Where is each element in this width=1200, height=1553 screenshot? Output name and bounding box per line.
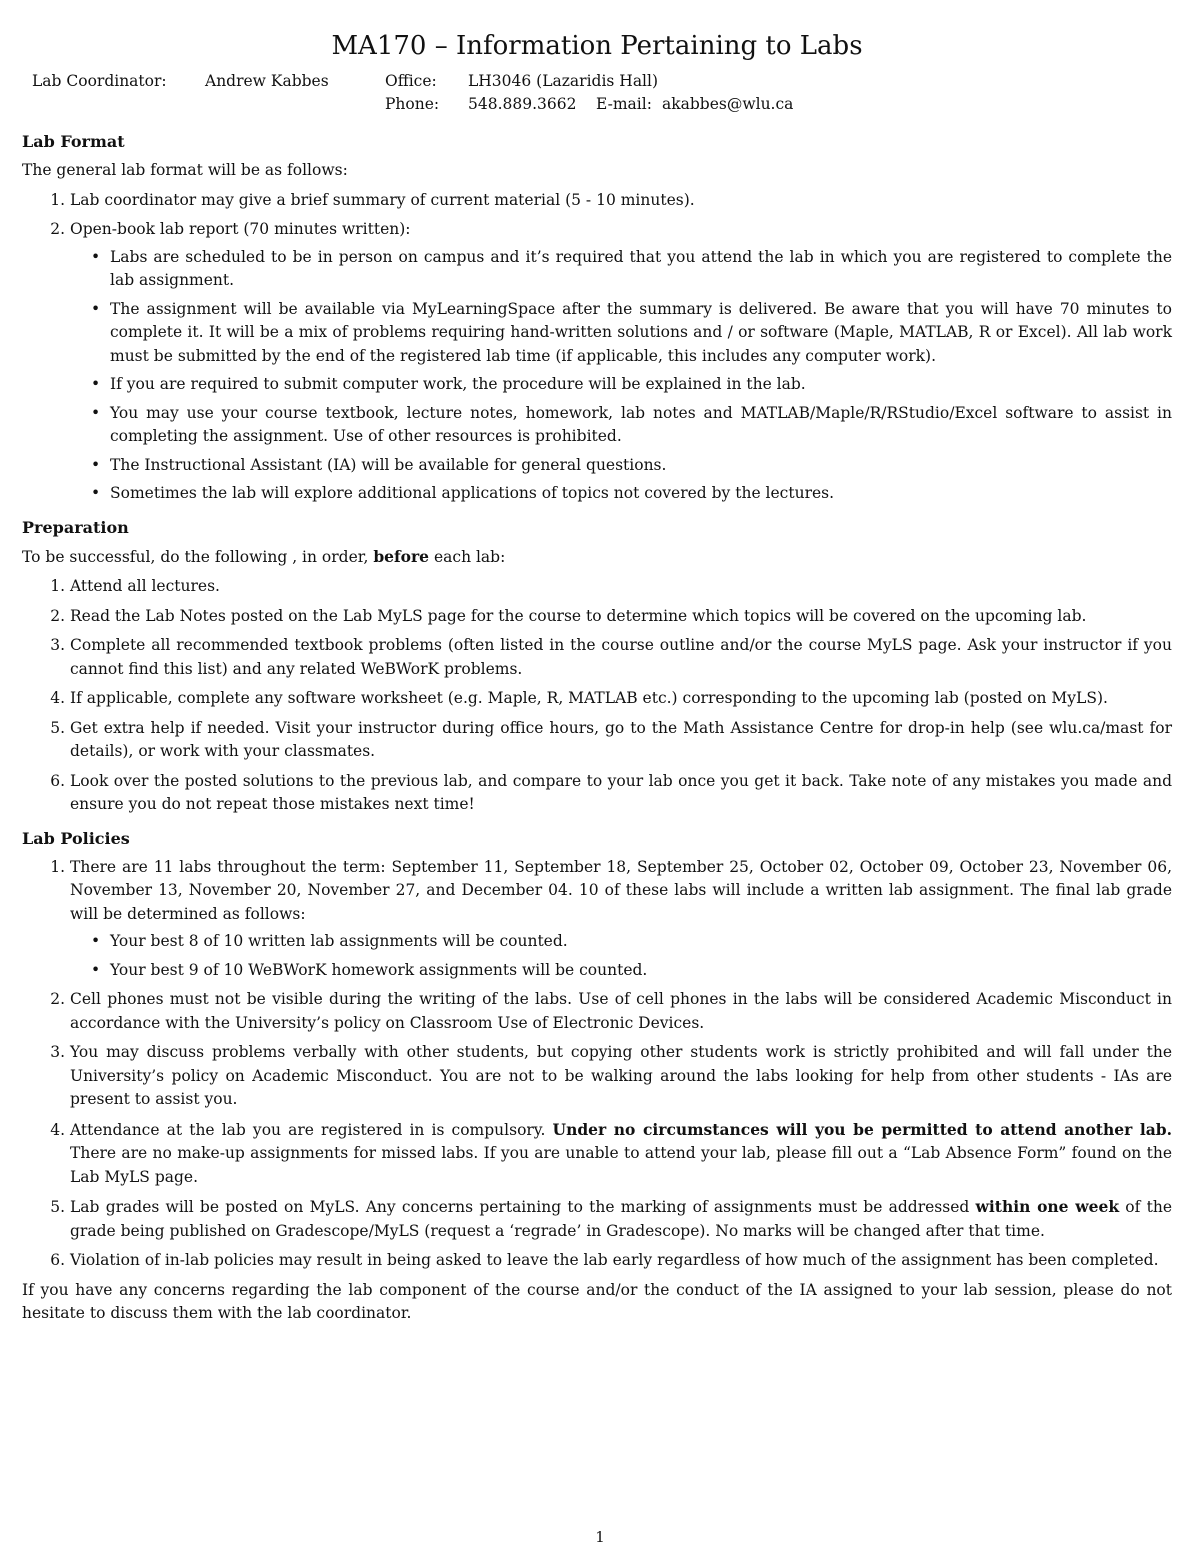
policies-heading: Lab Policies bbox=[22, 828, 130, 848]
office-label: Office: bbox=[385, 72, 437, 90]
contact-info bbox=[22, 70, 1172, 120]
coordinator-label: Lab Coordinator: bbox=[32, 72, 167, 90]
list-item: 3. You may discuss problems verbally with other students, but copying other students work is strictly prohibited and will fall under the University’s policy on Academic Misconduct. You are not to be walking around the labs looking for help from other students - IAs are present to assist you. bbox=[70, 1041, 1172, 1112]
list-item-text: of the grade being published on Gradescope/MyLS (request a ‘regrade’ in Gradescope). No marks will be changed after that time. bbox=[70, 1198, 1172, 1240]
list-item: 1. Attend all lectures. bbox=[70, 575, 1172, 599]
phone-label: Phone: bbox=[385, 95, 440, 113]
email-value[interactable]: akabbes@wlu.ca bbox=[662, 95, 794, 113]
intro-emphasis: before bbox=[373, 546, 430, 566]
preparation-heading: Preparation bbox=[22, 517, 129, 537]
lab-format-heading: Lab Format bbox=[22, 132, 125, 151]
bullet-item: • You may use your course textbook, lecture notes, homework, lab notes and MATLAB/Maple/R/RStudio/Excel software to assist in completing the assignment. Use of other resources is prohibited. bbox=[110, 402, 1172, 449]
bullet-item: • Labs are scheduled to be in person on campus and it’s required that you attend the lab in which you are registered to complete the lab assignment. bbox=[110, 246, 1172, 293]
bullet-item: • The Instructional Assistant (IA) will be available for general questions. bbox=[110, 454, 1172, 478]
lab-format-list bbox=[22, 189, 1172, 506]
list-item-text: There are no make-up assignments for missed labs. If you are unable to attend your lab, please fill out a “Lab Absence Form” found on the Lab MyLS page. bbox=[70, 1144, 1172, 1186]
bullet-item: • Sometimes the lab will explore additional applications of topics not covered by the lectures. bbox=[110, 482, 1172, 506]
page-number: 1 bbox=[595, 1528, 605, 1546]
phone-value: 548.889.3662 bbox=[468, 95, 577, 113]
bullet-item: • If you are required to submit computer work, the procedure will be explained in the lab. bbox=[110, 373, 1172, 397]
list-item bbox=[70, 1195, 1172, 1243]
document-page bbox=[22, 28, 1172, 1332]
list-item: 2. Cell phones must not be visible during the writing of the labs. Use of cell phones in the labs will be considered Academic Misconduct in accordance with the University’s policy on Classroom Use of Electronic Devices. bbox=[70, 988, 1172, 1035]
list-item-text: Open-book lab report (70 minutes written): bbox=[70, 220, 411, 238]
bullet-item: • The assignment will be available via MyLearningSpace after the summary is delivered. Be aware that you will have 70 minutes to complete it. It will be a mix of problems requiring hand-written solutions and / or software (Maple, MATLAB, R or Excel). All lab work must be submitted by the end of the registered lab time (if applicable, this includes any computer work). bbox=[110, 298, 1172, 369]
policies-list bbox=[22, 856, 1172, 1273]
list-item bbox=[70, 1118, 1172, 1190]
list-item bbox=[70, 189, 1172, 213]
list-item-text: Attendance at the lab you are registered in is compulsory. bbox=[70, 1120, 553, 1139]
list-item bbox=[70, 218, 1172, 506]
list-item: 2. Read the Lab Notes posted on the Lab MyLS page for the course to determine which topics will be covered on the upcoming lab. bbox=[70, 605, 1172, 629]
list-item-text: There are 11 labs throughout the term: September 11, September 18, September 25, October 02, October 09, October 23, November 06, November 13, November 20, November 27, and December 04. 10 of these labs will include a written lab assignment. The final lab grade will be determined as follows: bbox=[70, 857, 1172, 923]
preparation-intro bbox=[22, 545, 1172, 570]
grading-bullets bbox=[70, 930, 1172, 982]
list-item: 3. Complete all recommended textbook problems (often listed in the course outline and/or the course MyLS page. Ask your instructor if you cannot find this list) and any related WeBWorK problems. bbox=[70, 634, 1172, 681]
lab-format-intro: The general lab format will be as follows: bbox=[22, 161, 348, 179]
email-label: E-mail: bbox=[596, 95, 652, 113]
list-item: 6. Look over the posted solutions to the previous lab, and compare to your lab once you get it back. Take note of any mistakes you made and ensure you do not repeat those mistakes next time! bbox=[70, 770, 1172, 817]
list-item-text: Lab grades will be posted on MyLS. Any concerns pertaining to the marking of assignments must be addressed bbox=[70, 1198, 976, 1216]
preparation-list bbox=[22, 575, 1172, 817]
bullet-item: • Your best 9 of 10 WeBWorK homework assignments will be counted. bbox=[110, 959, 1172, 983]
page-title: MA170 – Information Pertaining to Labs bbox=[331, 31, 863, 61]
list-item-emphasis: Under no circumstances will you be permitted to attend another lab. bbox=[552, 1119, 1172, 1139]
list-item: 5. Get extra help if needed. Visit your instructor during office hours, go to the Math Assistance Centre for drop-in help (see wlu.ca/mast for details), or work with your classmates. bbox=[70, 717, 1172, 764]
list-item-text: Lab coordinator may give a brief summary of current material (5 - 10 minutes). bbox=[70, 190, 695, 209]
list-item: 6. Violation of in-lab policies may result in being asked to leave the lab early regardless of how much of the assignment has been completed. bbox=[70, 1249, 1172, 1273]
intro-text: each lab: bbox=[429, 547, 506, 566]
intro-text: To be successful, do the following , in order, bbox=[22, 547, 374, 566]
bullet-item: • Your best 8 of 10 written lab assignments will be counted. bbox=[110, 930, 1172, 954]
list-item: 4. If applicable, complete any software worksheet (e.g. Maple, R, MATLAB etc.) corresponding to the upcoming lab (posted on MyLS). bbox=[70, 687, 1172, 711]
office-value: LH3046 (Lazaridis Hall) bbox=[468, 72, 659, 90]
list-item-emphasis: within one week bbox=[975, 1197, 1120, 1216]
closing-paragraph: If you have any concerns regarding the lab component of the course and/or the conduct of the IA assigned to your lab session, please do not hesitate to discuss them with the lab coordinator. bbox=[22, 1280, 1172, 1322]
list-item bbox=[70, 856, 1172, 983]
lab-format-bullets bbox=[70, 246, 1172, 506]
coordinator-name: Andrew Kabbes bbox=[205, 72, 329, 90]
